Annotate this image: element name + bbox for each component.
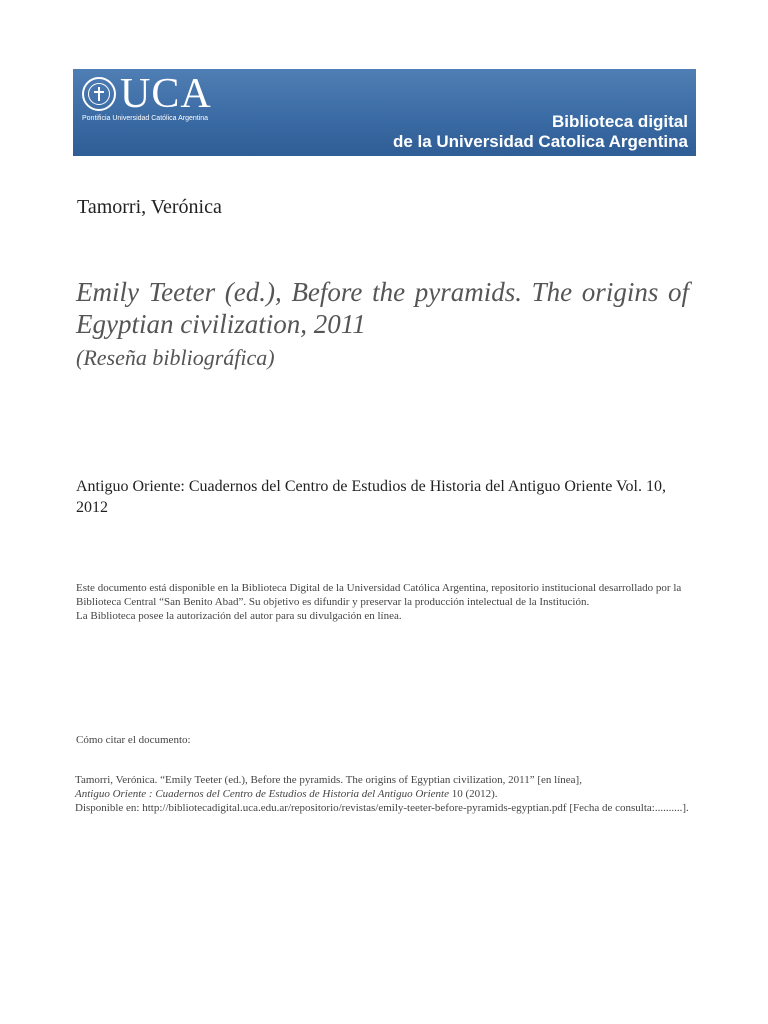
- journal-reference: Antiguo Oriente: Cuadernos del Centro de Estudios de Historia del Antiguo Oriente Vol. 10, 2012: [76, 478, 666, 516]
- citation-journal-line: [75, 787, 697, 801]
- library-title-line2: de la Universidad Catolica Argentina: [392, 132, 688, 151]
- citation-author-title: Tamorri, Verónica. “Emily Teeter (ed.), Before the pyramids. The origins of Egyptian civilization, 2011” [en línea],: [75, 774, 582, 786]
- availability-notice: [76, 581, 696, 623]
- header-banner: [73, 69, 696, 156]
- citation-volume: 10 (2012).: [448, 788, 498, 800]
- notice-authorization: La Biblioteca posee la autorización del autor para su divulgación en línea.: [76, 610, 402, 622]
- library-title-line1: Biblioteca digital: [551, 112, 688, 131]
- notice-paragraph: Este documento está disponible en la Biblioteca Digital de la Universidad Católica Argentina, repositorio institucional desarrollado por la Biblioteca Central “San Benito Abad”. Su objetivo es difundir y preservar la producción intelectual de la Institución.: [76, 582, 682, 608]
- author-name: Tamorri, Verónica: [77, 196, 222, 218]
- document-subtitle: (Reseña bibliográfica): [76, 345, 275, 370]
- university-seal-icon: [82, 77, 116, 111]
- citation-available: Disponible en: http://bibliotecadigital.uca.edu.ar/repositorio/revistas/emily-teeter-before-pyramids-egyptian.pdf [Fecha de consulta:..........].: [75, 802, 689, 814]
- citation-journal: Antiguo Oriente : Cuadernos del Centro de Estudios de Historia del Antiguo Oriente: [75, 788, 449, 800]
- document-title: Emily Teeter (ed.), Before the pyramids. The origins of Egyptian civilization, 2011: [76, 277, 689, 339]
- university-acronym: UCA: [120, 71, 212, 117]
- university-name: Pontificia Universidad Católica Argentina: [82, 115, 209, 122]
- citation-block: [75, 773, 697, 815]
- citation-label: Cómo citar el documento:: [76, 734, 191, 746]
